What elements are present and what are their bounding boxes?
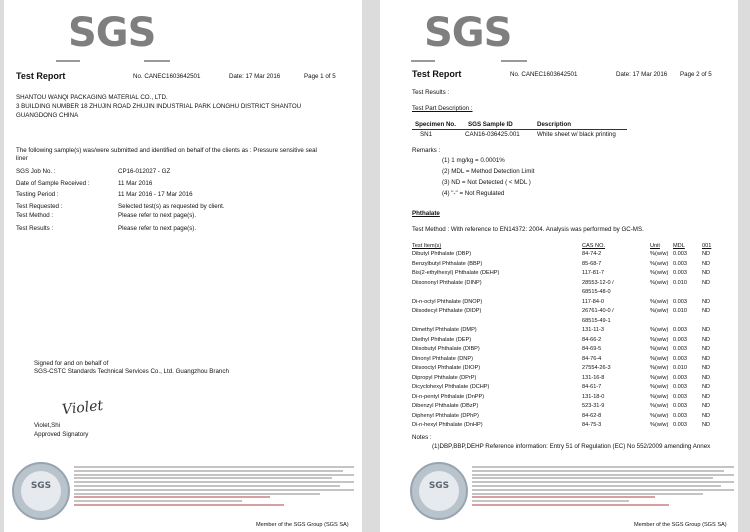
page-footer (4, 458, 362, 532)
signing-company: SGS-CSTC Standards Technical Services Co., Ltd. Guangzhou Branch (34, 368, 229, 375)
table-row (412, 422, 732, 432)
section-title: Phthalate (412, 210, 440, 217)
table-cell: %(w/w) (650, 327, 669, 333)
member-text: Member of the SGS Group (SGS SA) (634, 522, 727, 528)
table-row (412, 403, 732, 413)
table-cell: Dinonyl Phthalate (DNP) (412, 355, 473, 362)
sgs-seal-icon: SGS (12, 462, 70, 520)
table-cell: Dipropyl Phthalate (DPrP) (412, 374, 477, 381)
remark-item: (3) ND = Not Detected ( < MDL ) (442, 179, 531, 186)
table-cell: 0.003 (673, 270, 687, 276)
table-cell: 0.003 (673, 412, 687, 419)
signature: Violet (61, 397, 104, 419)
table-cell: %(w/w) (650, 403, 669, 409)
report-date: Date: 17 Mar 2016 (616, 71, 668, 78)
table-cell: 0.003 (673, 346, 687, 352)
table-cell: ND (702, 422, 711, 428)
company-address: GUANGDONG CHINA (16, 112, 79, 119)
logo-divider (144, 60, 170, 62)
table-cell: 0.003 (673, 260, 687, 267)
table-cell: 84-62-8 (582, 412, 602, 419)
report-number: No. CANEC1603642501 (133, 73, 201, 80)
table-cell: Diisooctyl Phthalate (DIOP) (412, 365, 481, 371)
table-cell: 0.003 (673, 327, 687, 333)
table-row (412, 337, 732, 347)
table-cell: Diisodecyl Phthalate (DIDP) (412, 308, 482, 314)
table-cell: 131-11-3 (582, 327, 604, 333)
table-row (412, 280, 732, 290)
logo-divider (411, 60, 435, 62)
table-cell: Di-n-octyl Phthalate (DNOP) (412, 298, 483, 305)
table-cell: 0.003 (673, 374, 687, 381)
table-cell: ND (702, 365, 711, 371)
table-cell: %(w/w) (650, 393, 669, 400)
table-cell: %(w/w) (650, 374, 669, 381)
table-row (412, 289, 732, 299)
table-cell: Bis(2-ethylhexyl) Phthalate (DEHP) (412, 270, 500, 276)
spec-cell: SN1 (420, 131, 433, 138)
table-row (412, 327, 732, 337)
table-cell: ND (702, 393, 711, 400)
report-title: Test Report (16, 71, 66, 81)
table-cell: %(w/w) (650, 384, 669, 390)
part-description-label: Test Part Description : (412, 105, 473, 112)
table-cell: 131-16-8 (582, 374, 605, 381)
table-cell: ND (702, 327, 711, 333)
table-cell: 85-68-7 (582, 260, 602, 267)
table-cell: Dimethyl Phthalate (DMP) (412, 327, 477, 333)
table-row (412, 261, 732, 271)
table-cell: %(w/w) (650, 279, 669, 286)
table-cell: Benzylbutyl Phthalate (BBP) (412, 260, 483, 267)
company-address: 3 BUILDING NUMBER 18 ZHUJIN ROAD ZHUJIN INDUSTRIAL PARK LONGHU DISTRICT SHANTOU (16, 103, 302, 110)
table-cell: %(w/w) (650, 308, 669, 314)
table-cell: 523-31-9 (582, 403, 605, 409)
intro-text: liner (16, 155, 28, 162)
table-cell: 0.003 (673, 422, 687, 428)
table-cell: 68515-49-1 (582, 317, 611, 324)
table-cell: ND (702, 279, 711, 286)
spec-header: Specimen No. (415, 121, 456, 128)
table-body (412, 251, 732, 432)
table-cell: ND (702, 374, 711, 381)
page-footer (380, 458, 738, 532)
table-header-row (412, 243, 732, 251)
table-cell: 0.010 (673, 365, 687, 371)
logo-divider (56, 60, 80, 62)
spec-header: SGS Sample ID (468, 121, 513, 128)
field-label: Date of Sample Received : (16, 180, 90, 187)
table-cell: %(w/w) (650, 260, 669, 267)
field-value: Please refer to next page(s). (118, 225, 197, 232)
table-cell: %(w/w) (650, 412, 669, 419)
table-cell: 84-69-5 (582, 346, 602, 352)
report-number: No. CANEC1603642501 (510, 71, 578, 78)
intro-text: The following sample(s) was/were submitted and identified on behalf of the clients as : Pressure sensitive seal (16, 147, 317, 154)
field-value: 11 Mar 2016 - 17 Mar 2016 (118, 191, 193, 198)
table-cell: Dibenzyl Phthalate (DBzP) (412, 403, 479, 409)
table-cell: Diisononyl Phthalate (DINP) (412, 279, 482, 286)
table-row (412, 384, 732, 394)
table-cell: 117-81-7 (582, 270, 604, 276)
table-cell: Diisobutyl Phthalate (DIBP) (412, 346, 480, 352)
table-cell: %(w/w) (650, 298, 669, 305)
table-cell: 0.003 (673, 298, 687, 305)
column-header: Test Item(s) (412, 243, 442, 249)
table-row (412, 299, 732, 309)
table-cell: 28553-12-0 / (582, 279, 614, 286)
table-cell: 0.003 (673, 336, 687, 343)
table-cell: %(w/w) (650, 346, 669, 352)
table-cell: 0.003 (673, 384, 687, 390)
table-cell: ND (702, 251, 711, 257)
table-cell: Dicyclohexyl Phthalate (DCHP) (412, 384, 490, 390)
logo-divider (501, 60, 527, 62)
signer-name: Violet,Shi (34, 422, 61, 429)
report-date: Date: 17 Mar 2016 (229, 73, 281, 80)
field-value: Selected test(s) as requested by client. (118, 203, 225, 210)
table-cell: %(w/w) (650, 270, 669, 276)
signer-title: Approved Signatory (34, 431, 89, 438)
report-page-2 (380, 0, 738, 532)
table-cell: ND (702, 403, 711, 409)
table-cell: %(w/w) (650, 365, 669, 371)
table-cell: ND (702, 298, 711, 305)
table-row (412, 365, 732, 375)
table-cell: 84-61-7 (582, 384, 602, 390)
report-page-1 (4, 0, 362, 532)
report-title: Test Report (412, 69, 462, 79)
table-cell: 0.003 (673, 251, 687, 257)
table-cell: ND (702, 308, 711, 314)
table-row (412, 251, 732, 261)
table-cell: Dibutyl Phthalate (DBP) (412, 251, 472, 257)
table-cell: %(w/w) (650, 336, 669, 343)
table-cell: 0.010 (673, 308, 687, 314)
table-cell: 27554-26-3 (582, 365, 611, 371)
field-label: SGS Job No. : (16, 168, 56, 175)
field-value: 11 Mar 2016 (118, 180, 153, 187)
table-cell: Diethyl Phthalate (DEP) (412, 336, 472, 343)
table-cell: 84-74-2 (582, 251, 602, 257)
spec-divider (412, 129, 627, 130)
sgs-logo: SGS (424, 10, 512, 56)
signed-on-behalf: Signed for and on behalf of (34, 360, 109, 367)
field-value: Please refer to next page(s). (118, 212, 197, 219)
table-cell: ND (702, 260, 711, 267)
table-row (412, 413, 732, 423)
table-row (412, 270, 732, 280)
table-cell: 0.003 (673, 403, 687, 409)
remark-item: (2) MDL = Method Detection Limit (442, 168, 535, 175)
table-cell: 117-84-0 (582, 298, 604, 305)
sgs-seal-icon: SGS (410, 462, 468, 520)
page-number: Page 1 of 5 (304, 73, 336, 80)
spec-cell: CAN16-036425.001 (465, 131, 520, 138)
table-cell: 68515-48-0 (582, 289, 611, 295)
column-header: CAS NO. (582, 243, 606, 249)
test-method: Test Method : With reference to EN14372: 2004. Analysis was performed by GC-MS. (412, 226, 644, 233)
test-results-label: Test Results : (412, 89, 450, 96)
column-header: MDL (673, 243, 685, 249)
table-cell: ND (702, 412, 711, 419)
terms-fine-print (74, 466, 354, 518)
table-row (412, 394, 732, 404)
table-cell: Di-n-pentyl Phthalate (DnPP) (412, 393, 485, 400)
table-cell: ND (702, 355, 711, 362)
field-label: Test Results : (16, 225, 54, 232)
remark-item: (1) 1 mg/kg = 0.0001% (442, 157, 505, 164)
table-cell: %(w/w) (650, 355, 669, 362)
table-cell: 0.010 (673, 279, 687, 286)
table-cell: Diphenyl Phthalate (DPhP) (412, 412, 479, 419)
phthalate-table (412, 243, 732, 432)
note-item: (1)DBP,BBP,DEHP Reference information: Entry 51 of Regulation (EC) No 552/2009 amending Annex (432, 443, 711, 450)
table-cell: %(w/w) (650, 422, 669, 428)
field-label: Test Requested : (16, 203, 63, 210)
table-cell: 84-76-4 (582, 355, 602, 362)
column-header: 001 (702, 243, 712, 249)
field-label: Test Method : (16, 212, 54, 219)
table-row (412, 375, 732, 385)
table-cell: ND (702, 270, 711, 276)
table-row (412, 308, 732, 318)
table-cell: 84-66-2 (582, 336, 602, 343)
terms-fine-print (472, 466, 734, 518)
member-text: Member of the SGS Group (SGS SA) (256, 522, 349, 528)
field-label: Testing Period : (16, 191, 59, 198)
company-name: SHANTOU WANQI PACKAGING MATERIAL CO., LTD. (16, 94, 168, 101)
table-cell: %(w/w) (650, 251, 669, 257)
table-cell: ND (702, 384, 711, 390)
table-row (412, 346, 732, 356)
table-cell: ND (702, 336, 711, 343)
table-cell: Di-n-hexyl Phthalate (DnHP) (412, 422, 483, 428)
table-cell: 0.003 (673, 355, 687, 362)
remark-item: (4) "-" = Not Regulated (442, 190, 505, 197)
table-row (412, 356, 732, 366)
sgs-logo: SGS (68, 10, 156, 56)
table-cell: 84-75-3 (582, 422, 602, 428)
table-row (412, 318, 732, 328)
page-number: Page 2 of 5 (680, 71, 712, 78)
notes-label: Notes : (412, 434, 432, 441)
table-cell: 26761-40-0 / (582, 308, 614, 314)
table-cell: 0.003 (673, 393, 687, 400)
field-value: CP16-012027 - GZ (118, 168, 171, 175)
spec-header: Description (537, 121, 572, 128)
remarks-label: Remarks : (412, 147, 441, 154)
table-cell: ND (702, 346, 711, 352)
spec-cell: White sheet w/ black printing (537, 131, 616, 138)
column-header: Unit (650, 243, 660, 249)
table-cell: 131-18-0 (582, 393, 605, 400)
